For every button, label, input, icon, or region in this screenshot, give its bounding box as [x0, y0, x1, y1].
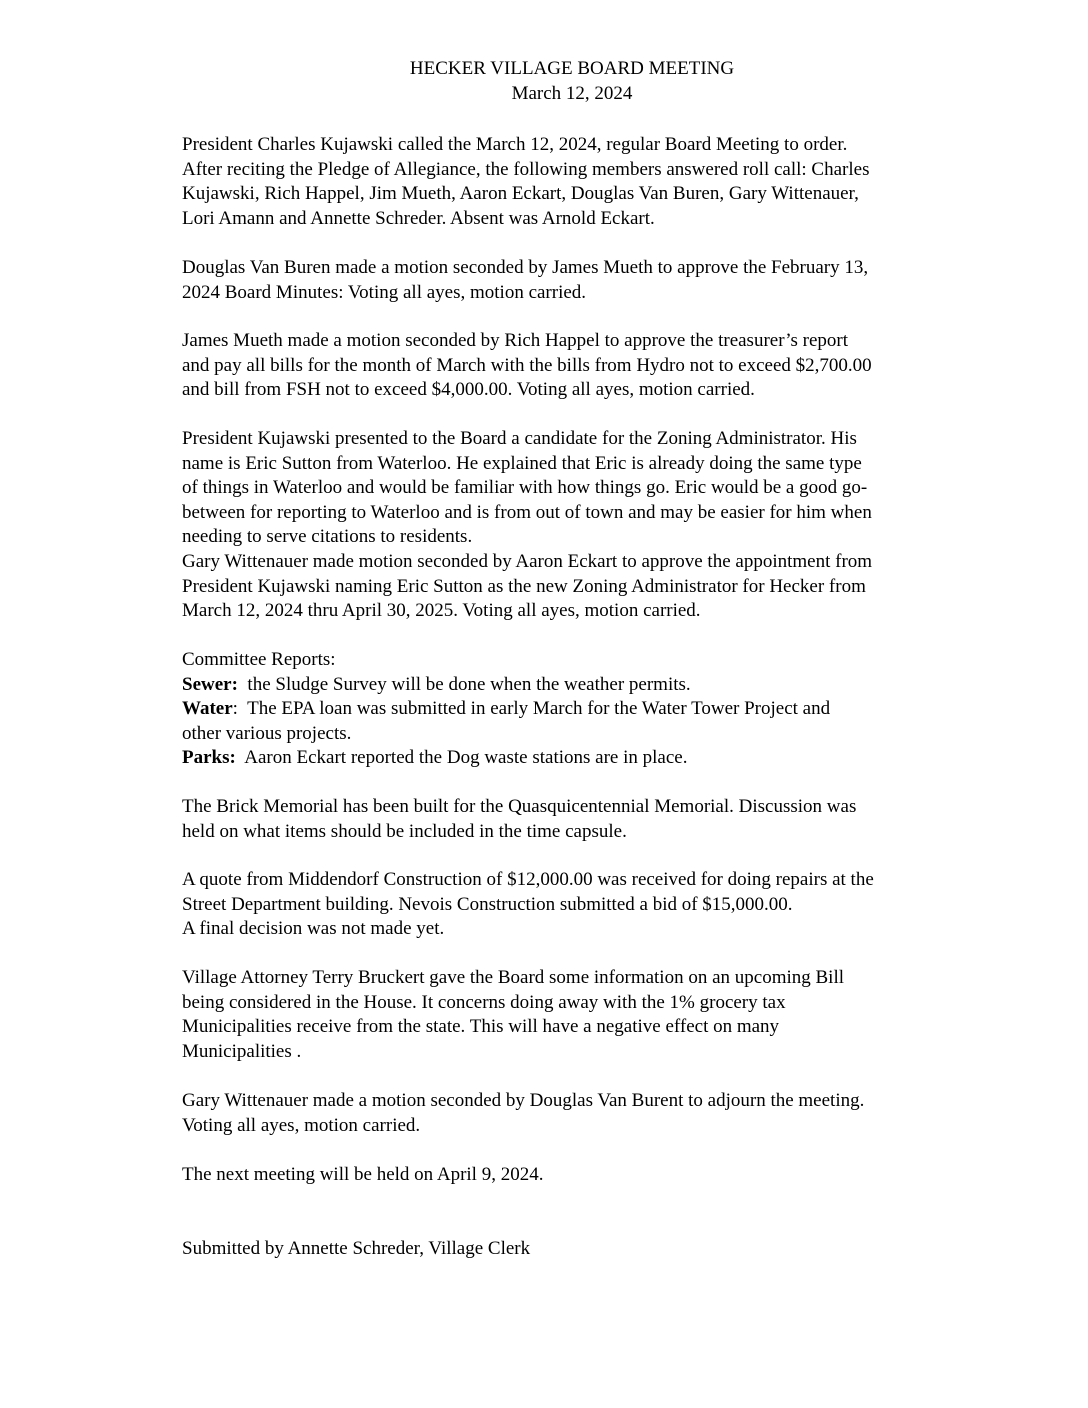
text-line: Gary Wittenauer made motion seconded by Aaron Eckart to approve the appointment from [182, 550, 873, 572]
text-line: and pay all bills for the month of March with the bills from Hydro not to exceed $2,700.00 [182, 354, 872, 376]
attorney-paragraph [182, 966, 972, 1064]
call-to-order-paragraph [182, 133, 972, 231]
text-line: President Kujawski presented to the Board a candidate for the Zoning Administrator. His [182, 428, 857, 449]
meeting-date: March 12, 2024 [511, 82, 633, 104]
signature-paragraph [182, 1237, 972, 1262]
text-line: 2024 Board Minutes: Voting all ayes, motion carried. [182, 281, 587, 303]
brick-memorial-paragraph [182, 795, 972, 844]
text-line: and bill from FSH not to exceed $4,000.00. Voting all ayes, motion carried. [182, 379, 755, 401]
sewer-label: Sewer: [182, 673, 238, 695]
committee-reports-heading: Committee Reports: [182, 649, 336, 670]
text-line: being considered in the House. It concerns doing away with the 1% grocery tax [182, 991, 786, 1013]
parks-report [182, 746, 972, 771]
text-line: needing to serve citations to residents. [182, 526, 473, 548]
text-line: held on what items should be included in the time capsule. [182, 820, 627, 842]
text-line: March 12, 2024 thru April 30, 2025. Voting all ayes, motion carried. [182, 600, 701, 622]
water-report [182, 697, 972, 722]
text-line: Gary Wittenauer made a motion seconded by Douglas Van Burent to adjourn the meeting. [182, 1090, 865, 1111]
text-line: Municipalities receive from the state. This will have a negative effect on many [182, 1016, 780, 1038]
document-header [182, 57, 962, 106]
text-line: Municipalities . [182, 1040, 302, 1062]
text-line: A final decision was not made yet. [182, 918, 445, 940]
text-line: between for reporting to Waterloo and is from out of town and may be easier for him when [182, 501, 872, 523]
adjourn-paragraph [182, 1089, 972, 1138]
sewer-report [182, 673, 972, 698]
sewer-text: the Sludge Survey will be done when the weather permits. [237, 673, 691, 695]
text-line: Village Attorney Terry Bruckert gave the Board some information on an upcoming Bill [182, 967, 845, 988]
text-line: President Charles Kujawski called the March 12, 2024, regular Board Meeting to order. [182, 134, 848, 155]
text-line: A quote from Middendorf Construction of $12,000.00 was received for doing repairs at the [182, 869, 874, 890]
parks-text: Aaron Eckart reported the Dog waste stations are in place. [235, 747, 688, 769]
next-meeting-text: The next meeting will be held on April 9, 2024. [182, 1164, 544, 1185]
parks-label: Parks: [182, 747, 236, 769]
text-line: Voting all ayes, motion carried. [182, 1114, 421, 1136]
next-meeting-paragraph [182, 1163, 972, 1188]
text-line: Lori Amann and Annette Schreder. Absent was Arnold Eckart. [182, 207, 655, 229]
water-text: : The EPA loan was submitted in early March for the Water Tower Project and [232, 698, 831, 720]
text-line: James Mueth made a motion seconded by Rich Happel to approve the treasurer’s report [182, 330, 849, 351]
text-line: Street Department building. Nevois Construction submitted a bid of $15,000.00. [182, 893, 793, 915]
construction-quote-paragraph [182, 868, 972, 942]
text-line: name is Eric Sutton from Waterloo. He explained that Eric is already doing the same type [182, 452, 862, 474]
water-report-continued: other various projects. [182, 722, 352, 744]
treasurer-motion-paragraph [182, 329, 972, 403]
committee-reports-section [182, 648, 972, 771]
text-line: Kujawski, Rich Happel, Jim Mueth, Aaron Eckart, Douglas Van Buren, Gary Wittenauer, [182, 183, 859, 205]
text-line: President Kujawski naming Eric Sutton as the new Zoning Administrator for Hecker from [182, 575, 866, 597]
text-line: After reciting the Pledge of Allegiance, the following members answered roll call: Charles [182, 158, 870, 180]
water-label: Water [182, 698, 233, 720]
text-line: The Brick Memorial has been built for the Quasquicentennial Memorial. Discussion was [182, 796, 857, 817]
submitted-by-text: Submitted by Annette Schreder, Village Clerk [182, 1238, 531, 1259]
text-line: of things in Waterloo and would be familiar with how things go. Eric would be a good go- [182, 477, 868, 499]
minutes-motion-paragraph [182, 256, 972, 305]
zoning-administrator-paragraph [182, 427, 972, 624]
text-line: Douglas Van Buren made a motion seconded by James Mueth to approve the February 13, [182, 257, 869, 278]
document-title: HECKER VILLAGE BOARD MEETING [409, 58, 735, 79]
